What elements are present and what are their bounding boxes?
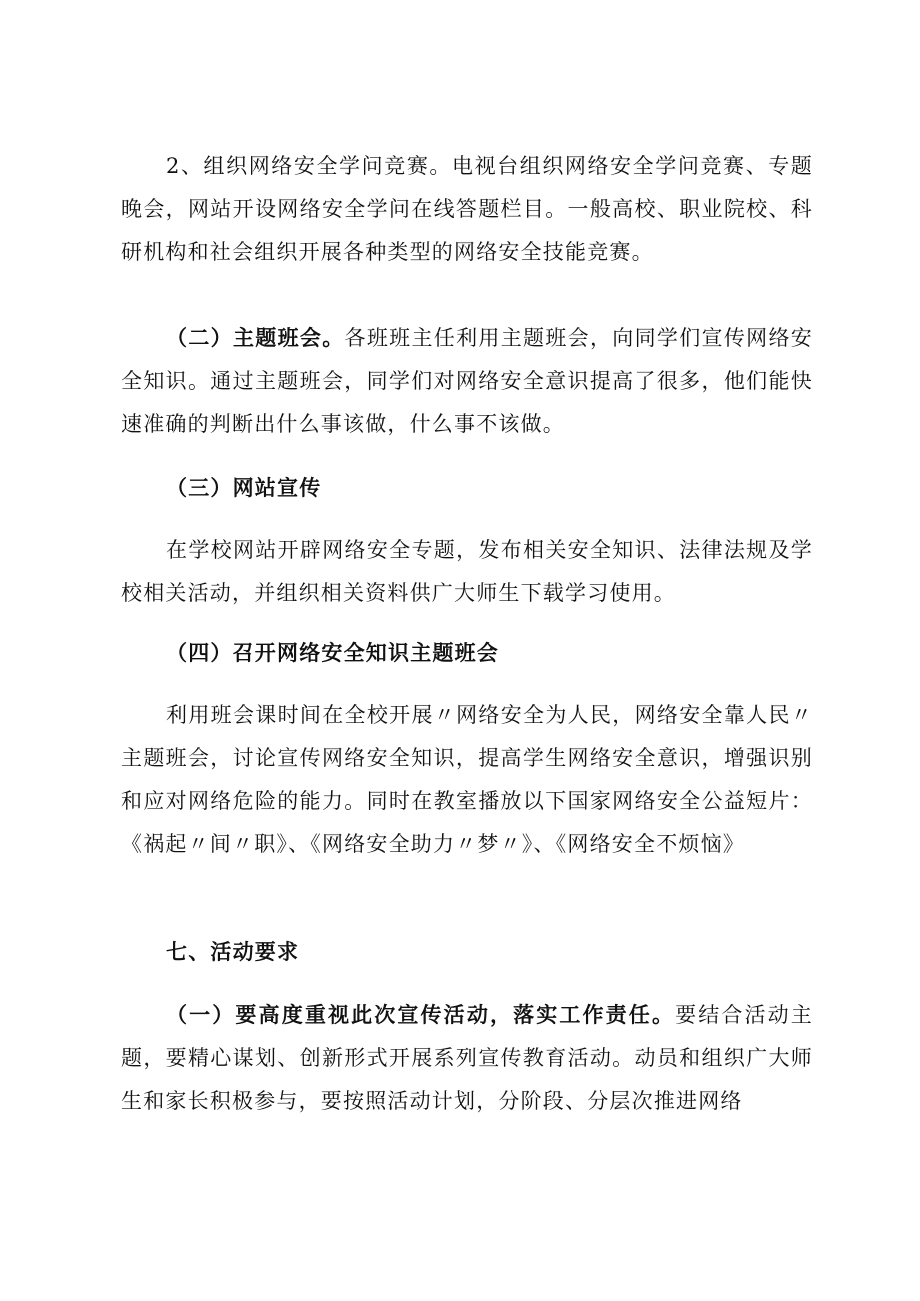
paragraph-requirements-lead: （一）要高度重视此次宣传活动，落实工作责任。 xyxy=(166,1002,676,1027)
paragraph-theme-meeting: 利用班会课时间在全校开展〃网络安全为人民，网络安全靠人民〃主题班会，讨论宣传网络安全知识，提高学生网络安全意识，增强识别和应对网络危险的能力。同时在教室播放以下国家网络安全公益短片：《祸起〃间〃职》、《网络安全助力〃梦〃》、《网络安全不烦恼》 xyxy=(121,703,813,856)
paragraph-class-meeting-body: 各班班主任利用主题班会，向同学们宣传网络安全知识。通过主题班会，同学们对网络安全意识提高了很多，他们能快速准确的判断出什么事该做，什么事不该做。 xyxy=(121,326,813,436)
paragraph-website: 在学校网站开辟网络安全专题，发布相关安全知识、法律法规及学校相关活动，并组织相关资料供广大师生下载学习使用。 xyxy=(121,538,813,605)
heading-class-meeting-topic: （四）召开网络安全知识主题班会 xyxy=(166,640,499,665)
paragraph-class-meeting-lead: （二）主题班会。 xyxy=(166,325,345,350)
paragraph-requirements-body: 要结合活动主题，要精心谋划、创新形式开展系列宣传教育活动。动员和组织广大师生和家长积极参与，要按照活动计划，分阶段、分层次推进网络 xyxy=(121,1003,813,1113)
paragraph-class-meeting xyxy=(121,316,813,446)
heading-activity-requirements: 七、活动要求 xyxy=(166,939,300,964)
paragraph-requirements xyxy=(121,993,813,1123)
heading-website-publicity: （三）网站宣传 xyxy=(166,475,322,500)
paragraph-competition: 2、组织网络安全学问竞赛。电视台组织网络安全学问竞赛、专题晚会，网站开设网络安全学问在线答题栏目。一般高校、职业院校、科研机构和社会组织开展各种类型的网络安全技能竞赛。 xyxy=(121,154,813,264)
